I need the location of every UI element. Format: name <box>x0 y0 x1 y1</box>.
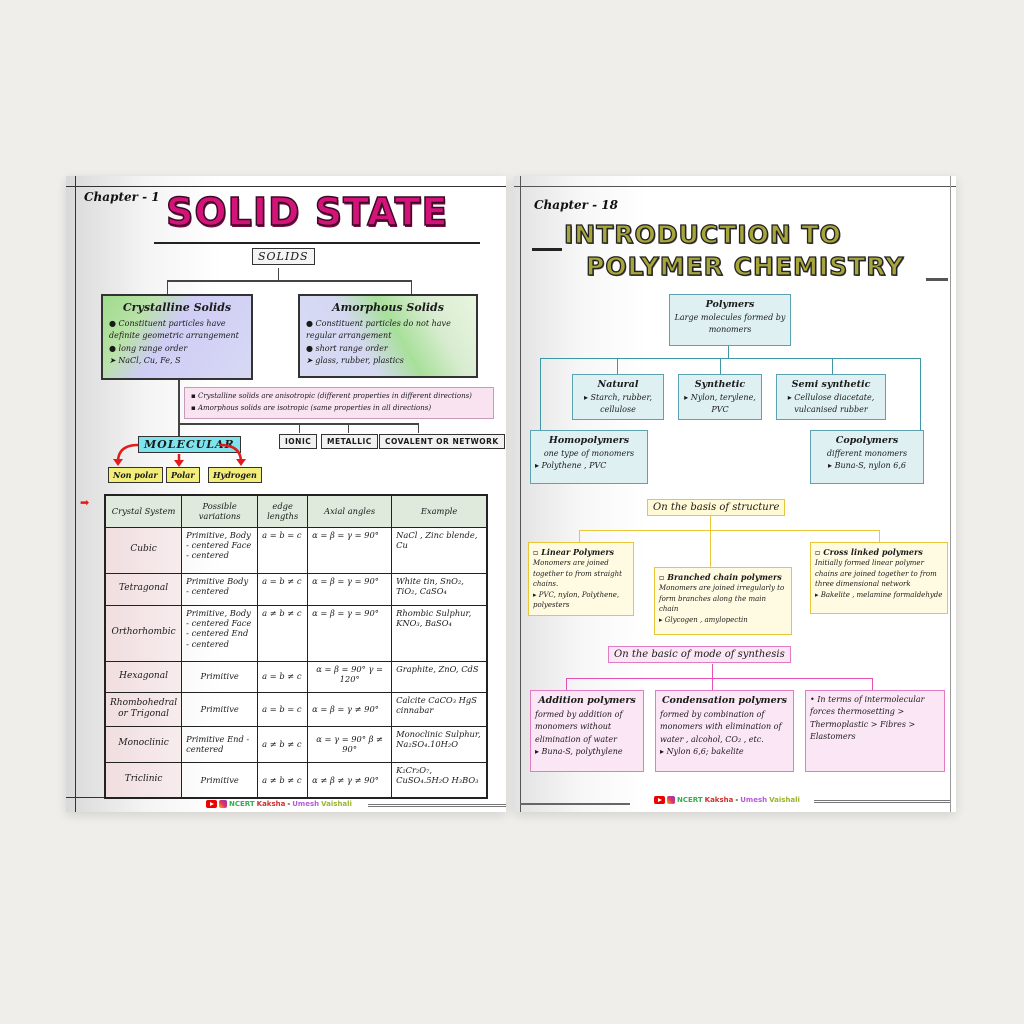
red-arrows-icon <box>106 438 256 468</box>
connector <box>872 678 873 690</box>
footer-text: - <box>287 800 291 808</box>
node-desc: formed by combination of monomers with elimination of water , alcohol, CO₂ , etc. <box>660 709 782 744</box>
node-example: ▸ Nylon 6,6; bakelite <box>660 746 744 756</box>
table-cell: Orthorhombic <box>105 605 182 661</box>
node-title: Natural <box>597 379 639 390</box>
table-cell: Tetragonal <box>105 573 182 605</box>
crystalline-title: Crystalline Solids <box>122 301 232 314</box>
table-cell: a = b ≠ c <box>258 573 308 605</box>
connector <box>299 423 300 433</box>
structure-heading: On the basis of structure <box>647 499 785 516</box>
table-header: Crystal System <box>105 495 182 527</box>
footer-text: Umesh <box>740 796 768 804</box>
youtube-icon <box>206 800 217 808</box>
connector <box>278 268 279 280</box>
polymers-title: Polymers <box>705 299 755 310</box>
node-desc: ▸ Cellulose diacetate, vulcanised rubber <box>787 393 875 415</box>
table-cell: α = β = γ = 90° <box>308 573 392 605</box>
table-row <box>105 527 487 573</box>
polymers-desc: Large molecules formed by monomers <box>674 313 786 335</box>
page-title-line2: POLYMER CHEMISTRY <box>586 252 905 281</box>
homopolymers-node <box>530 430 648 484</box>
table-cell: α = β = γ ≠ 90° <box>308 692 392 726</box>
connector <box>178 423 418 425</box>
footer-text: - <box>735 796 739 804</box>
isotropy-note <box>184 387 494 419</box>
connector <box>712 664 713 678</box>
connector <box>720 358 721 374</box>
table-cell: White tin, SnO₂, TiO₂, CaSO₄ <box>392 573 487 605</box>
title-dash <box>532 248 562 251</box>
table-cell: Cubic <box>105 527 182 573</box>
node-desc: Monomers are joined irregularly to form branches along the main chain <box>659 584 785 613</box>
node-example: ▸ Buna-S, polythylene <box>535 746 623 756</box>
node-title: Copolymers <box>835 435 899 446</box>
metallic-node: METALLIC <box>321 434 378 449</box>
page-border-top <box>514 186 956 187</box>
page-border-left <box>520 176 521 812</box>
synthesis-heading: On the basic of mode of synthesis <box>608 646 791 663</box>
node-desc: • In terms of intermolecular forces thermosetting > Thermoplastic > Fibres > Elastomers <box>810 695 925 742</box>
node-example: ▸ Bakelite , melamine formaldehyde <box>815 590 943 599</box>
node-title: ▫ Branched chain polymers <box>659 572 782 582</box>
semi-synthetic-polymers-node <box>776 374 886 420</box>
table-header: Possible variations <box>182 495 258 527</box>
table-row <box>105 762 487 798</box>
node-desc: ▸ Starch, rubber, cellulose <box>583 393 652 415</box>
footer-branding <box>654 796 800 804</box>
page-border-top <box>66 186 506 187</box>
amorphous-point: ● short range order <box>306 343 388 353</box>
connector <box>728 346 729 358</box>
table-cell: α = β = γ = 90° <box>308 605 392 661</box>
branched-chain-polymers-node <box>654 567 792 635</box>
footer-text: Vaishali <box>769 796 800 804</box>
ionic-node: IONIC <box>279 434 317 449</box>
connector <box>920 358 921 430</box>
node-desc: Initially formed linear polymer chains are joined together to from three dimensional network <box>815 559 937 588</box>
connector <box>712 678 713 690</box>
node-title: Homopolymers <box>548 435 630 446</box>
amorphous-point: ● Constituent particles do not have regular arrangement <box>306 319 451 341</box>
right-page-polymer-chemistry <box>514 176 956 812</box>
crystalline-point: ● long range order <box>109 343 188 353</box>
footer-text: NCERT <box>229 800 255 808</box>
footer-text: Kaksha <box>256 800 286 808</box>
table-cell: Primitive Body - centered <box>182 573 258 605</box>
table-cell: K₂Cr₂O₇, CuSO₄.5H₂O H₃BO₃ <box>392 762 487 798</box>
connector <box>710 516 711 530</box>
node-desc: formed by addition of monomers without elimination of water <box>535 709 623 744</box>
chapter-label: Chapter - 18 <box>534 198 618 212</box>
footer-rule <box>520 803 630 805</box>
table-cell: α = β = 90° γ = 120° <box>308 661 392 692</box>
polar-node: Polar <box>166 467 200 483</box>
crystalline-solids-box <box>101 294 253 380</box>
node-title: Addition polymers <box>538 695 636 706</box>
table-header: Example <box>392 495 487 527</box>
non-polar-node: Non polar <box>108 467 163 483</box>
footer-text: Vaishali <box>321 800 352 808</box>
page-border-left <box>75 176 76 812</box>
amorphous-point: ➤ glass, rubber, plastics <box>306 356 404 366</box>
table-cell: α = γ = 90° β ≠ 90° <box>308 726 392 762</box>
connector <box>617 358 618 374</box>
connector <box>832 358 833 374</box>
cross-linked-polymers-node <box>810 542 948 614</box>
footer-branding <box>206 800 352 808</box>
table-cell: Rhombic Sulphur, KNO₃, BaSO₄ <box>392 605 487 661</box>
table-cell: Graphite, ZnO, CdS <box>392 661 487 692</box>
crystal-systems-table <box>104 494 488 799</box>
table-cell: Primitive <box>182 692 258 726</box>
chapter-label: Chapter - 1 <box>84 190 160 204</box>
connector <box>579 530 879 531</box>
connector <box>178 380 180 436</box>
amorphous-solids-box <box>298 294 478 378</box>
connector <box>579 530 580 542</box>
synthetic-polymers-node <box>678 374 762 420</box>
table-cell: Monoclinic <box>105 726 182 762</box>
table-cell: Triclinic <box>105 762 182 798</box>
node-title: Synthetic <box>694 379 746 390</box>
node-example: ▸ Polythene , PVC <box>535 461 607 471</box>
condensation-polymers-node <box>655 690 794 772</box>
crystalline-point: ➤ NaCl, Cu, Fe, S <box>109 356 181 366</box>
table-cell: Calcite CaCO₃ HgS cinnabar <box>392 692 487 726</box>
table-row <box>105 692 487 726</box>
node-example: ▸ PVC, nylon, Polythene, polyesters <box>533 590 620 609</box>
table-cell: Primitive <box>182 762 258 798</box>
table-row <box>105 661 487 692</box>
connector <box>540 358 920 359</box>
natural-polymers-node <box>572 374 664 420</box>
node-example: ▸ Glycogen , amylopectin <box>659 615 748 624</box>
table-cell: Primitive, Body - centered Face - centered End - centered <box>182 605 258 661</box>
note-line: ▪ Amorphous solids are isotropic (same properties in all directions) <box>191 403 432 412</box>
page-border-right <box>950 176 951 812</box>
node-example: ▸ Buna-S, nylon 6,6 <box>828 461 906 471</box>
addition-polymers-node <box>530 690 644 772</box>
node-title: Condensation polymers <box>661 695 787 706</box>
node-title: Semi synthetic <box>791 379 871 390</box>
linear-polymers-node <box>528 542 634 616</box>
table-cell: a = b = c <box>258 527 308 573</box>
instagram-icon <box>667 796 675 804</box>
connector <box>418 423 419 433</box>
table-cell: NaCl , Zinc blende, Cu <box>392 527 487 573</box>
table-header: Axial angles <box>308 495 392 527</box>
connector <box>411 280 412 294</box>
intermolecular-forces-node <box>805 690 945 772</box>
connector <box>710 530 711 568</box>
table-cell: Rhombohedral or Trigonal <box>105 692 182 726</box>
table-header: edge lengths <box>258 495 308 527</box>
table-cell: α = β = γ = 90° <box>308 527 392 573</box>
amorphous-title: Amorphous Solids <box>332 301 444 314</box>
footer-rule <box>814 800 950 803</box>
table-cell: Primitive, Body - centered Face - centered <box>182 527 258 573</box>
table-row <box>105 726 487 762</box>
node-title: ▫ Cross linked polymers <box>815 547 923 557</box>
table-cell: Primitive <box>182 661 258 692</box>
covalent-network-node: COVALENT OR NETWORK <box>379 434 505 449</box>
title-underline <box>154 242 480 244</box>
footer-text: NCERT <box>677 796 703 804</box>
page-title: SOLID STATE <box>166 190 449 234</box>
footer-text: Kaksha <box>704 796 734 804</box>
table-header-row <box>105 495 487 527</box>
table-cell: α ≠ β ≠ γ ≠ 90° <box>308 762 392 798</box>
footer-text: Umesh <box>292 800 320 808</box>
copolymers-node <box>810 430 924 484</box>
title-dash <box>926 278 948 281</box>
node-desc: different monomers <box>826 449 908 459</box>
connector <box>566 678 872 679</box>
connector <box>167 280 412 282</box>
hydrogen-node: Hydrogen <box>208 467 262 483</box>
connector <box>879 530 880 542</box>
table-cell: a ≠ b ≠ c <box>258 726 308 762</box>
table-cell: Monoclinic Sulphur, Na₂SO₄.10H₂O <box>392 726 487 762</box>
page-title-line1: INTRODUCTION TO <box>564 220 842 249</box>
table-cell: a ≠ b ≠ c <box>258 605 308 661</box>
connector <box>167 280 168 294</box>
node-title: ▫ Linear Polymers <box>533 547 615 557</box>
connector <box>566 678 567 690</box>
solids-node: SOLIDS <box>252 248 315 265</box>
connector <box>540 358 541 430</box>
node-desc: ▸ Nylon, terylene, PVC <box>684 393 756 415</box>
footer-rule <box>368 804 506 807</box>
node-desc: Monomers are joined together to from straight chains. <box>533 559 622 588</box>
table-row <box>105 605 487 661</box>
youtube-icon <box>654 796 665 804</box>
molecular-node: MOLECULAR <box>138 436 241 453</box>
polymers-node <box>669 294 791 346</box>
instagram-icon <box>219 800 227 808</box>
table-cell: a = b ≠ c <box>258 661 308 692</box>
note-line: ▪ Crystalline solids are anisotropic (different properties in different directions) <box>191 392 472 400</box>
left-page-solid-state <box>66 176 506 812</box>
table-row <box>105 573 487 605</box>
pointer-arrow-icon: ➡ <box>80 496 90 509</box>
table-cell: a ≠ b ≠ c <box>258 762 308 798</box>
table-cell: Hexagonal <box>105 661 182 692</box>
node-desc: one type of monomers <box>543 449 635 459</box>
connector <box>348 423 349 433</box>
table-cell: a = b = c <box>258 692 308 726</box>
table-cell: Primitive End - centered <box>182 726 258 762</box>
crystalline-point: ● Constituent particles have definite geometric arrangement <box>109 319 239 341</box>
